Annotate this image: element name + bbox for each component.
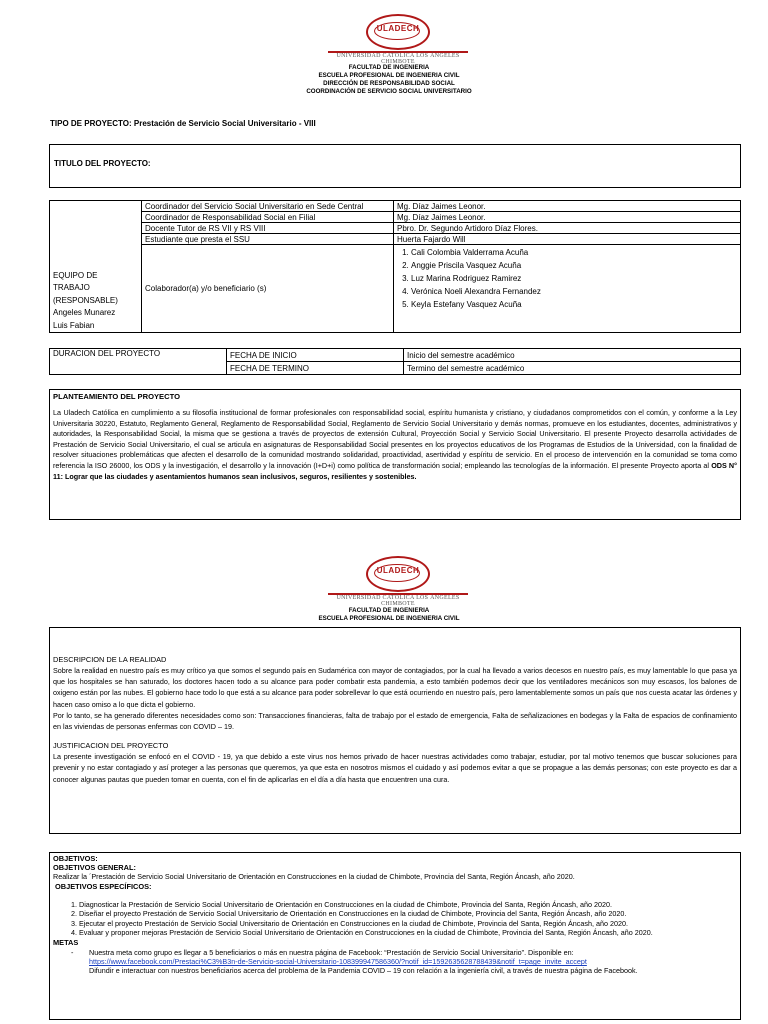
list-item: 4. Evaluar y proponer mejoras Prestación de Servicio Social Universitario de Orientación en Construcciones en la ciudad de Chimbote, Provincia del Santa, Región Áncash, año 2020. (79, 928, 737, 937)
uladech-logo-icon: ULADECH (366, 14, 430, 50)
realidad-text-2: Por lo tanto, se ha generado diferentes necesidades como son: Transacciones financieras, falta de trabajo por el estado de emergencia, Falta de señalizaciones en bodegas y la Falta de espacios de confinamiento en las viviendas de personas enfermas con COVID – 19. (53, 710, 737, 732)
objetivos-specific-title: OBJETIVOS ESPECÍFICOS: (55, 882, 152, 891)
metas-text: Nuestra meta como grupo es llegar a 5 beneficiarios o más en nuestra página de Facebook: “Prestación de Servicio Social Universitario”. Disponible en: (89, 947, 574, 957)
header-lines-1: FACULTAD DE INGENIERIA ESCUELA PROFESIONAL DE INGENIERIA CIVIL DIRECCIÓN DE RESPONSABILIDAD SOCIAL COORDINACIÓN DE SERVICIO SOCIAL UNIVERSITARIO (306, 64, 472, 95)
objetivos-box (49, 852, 741, 1020)
planteamiento-text: La Uladech Católica en cumplimiento a su filosofía institucional de formar profesionales con responsabilidad social, espíritu humanista y cristiano, y ciudadanos comprometidos con el común, y conforme a la Ley Universitaria 30220, Estatuto, Reglamento General, Reglamento de Responsabilidad Social, Reglamento de Servicio Social Universitario y demás normas, promueve en los estudiantes, docentes, administrativos y autoridades, la Responsabilidad Social, la misma que se gestiona a través de proyectos de extensión Cultural, Proyección Social y Servicio Social Universitario. El presente Proyecto desarrolla actividades de Prestación de Servicio Social Universitario, el cual se articula en asignaturas de Responsabilidad Social presentes en los proyectos educativos de los Programas de Estudios de la Universidad, con la finalidad de resolver situaciones problemáticas que afecten el desarrollo de la comunidad mostrando solidaridad, proactividad, asertividad y espíritu de servicio. En el proceso de intervención en la comunidad se toma como referencia la ISO 26000, los ODS y la investigación, el desarrollo y la innovación (I+D+i) como política de transformación social; empleando las tecnologías de la información. El presente Proyecto aporta al ODS N° 11: Lograr que las ciudades y asentamientos humanos sean inclusivos, seguros, resilientes y sostenibles. (53, 408, 737, 481)
realidad-title: DESCRIPCION DE LA REALIDAD (53, 655, 167, 664)
duration-table (49, 348, 741, 375)
collaborator-list (397, 246, 737, 311)
university-city: CHIMBOTE (381, 59, 415, 65)
name-cell: Mg. Díaz Jaimes Leonor. (394, 212, 741, 223)
justificacion-text: La presente investigación se enfocó en el COVID - 19, ya que debido a este virus nos hemos privado de hacer nuestras actividades como trabajar, estudiar, por tal motivo tenemos que buscar soluciones para prevenir y no estar contagiado y así proteger a las personas que queremos, ya que esta en nosotros mismos el cuidado y así podemos evitar a que se propague a las demás personas; con este proyecto es dar a conocer algunas pautas que pueden tomar en cuenta, con el fin de aplicarlas en el día a día hasta que encuentren una cura. (53, 752, 737, 784)
header-lines-2: FACULTAD DE INGENIERIA ESCUELA PROFESIONAL DE INGENIERIA CIVIL (318, 607, 460, 622)
metas-title: METAS (53, 937, 79, 947)
name-cell: Huerta Fajardo Will (394, 234, 741, 245)
team-left-label: EQUIPO DE TRABAJO (RESPONSABLE) Angeles Munarez Luis Fabian (50, 201, 142, 333)
role-cell: Coordinador de Responsabilidad Social en Filial (142, 212, 394, 223)
team-table (49, 200, 741, 333)
realidad-text: Sobre la realidad en nuestro país es muy crítico ya que somos el segundo país en Sudamérica con mayor de contagiados, por la cual ha llevado a varios decesos en nuestro país, es muy lamentable lo que pasa ya que los hospitales se han saturado, los doctores hacen todo a su alcance para poder combatir esta pandemia, a esto también podemos decir que los ventiladores mecánicos son muy escasos, los balones de oxigeno están por las nubes. El gobierno hace todo lo que está a su alcance para poder sobrellevar lo que está ocurriendo en nuestro país, pero lamentablemente somos un país que nos cuesta acatar las órdenes y hacen caso omiso a lo que dicta el gobierno. (53, 666, 737, 709)
end-label: FECHA DE TERMINO (227, 362, 404, 375)
start-label: FECHA DE INICIO (227, 349, 404, 362)
role-cell: Estudiante que presta el SSU (142, 234, 394, 245)
start-value: Inicio del semestre académico (404, 349, 741, 362)
list-item: 2. Diseñar el proyecto Prestación de Servicio Social Universitario de Orientación en Construcciones en la ciudad de Chimbote, Provincia del Santa, Región Áncash, año 2020. (79, 909, 737, 918)
collab-list-cell (394, 245, 741, 333)
title-box (49, 144, 741, 188)
collab-label: Colaborador(a) y/o beneficiario (s) (142, 245, 394, 333)
university-name: UNIVERSIDAD CATÓLICA LOS ÁNGELES (336, 595, 460, 601)
university-city: CHIMBOTE (381, 601, 415, 607)
facebook-link[interactable]: https://www.facebook.com/Prestaci%C3%B3n-de-Servicio-social-Universitario-108399947586360/?notif_id=1592635628788439&notif_t=page_invite_accept (89, 957, 587, 967)
bullet-dash: - (71, 947, 74, 957)
planteamiento-box (49, 389, 741, 520)
list-item: 4. Verónica Noeli Alexandra Fernandez (411, 285, 737, 298)
metas-block (53, 948, 737, 976)
planteamiento-title: PLANTEAMIENTO DEL PROYECTO (53, 392, 180, 401)
duration-label: DURACION DEL PROYECTO (50, 349, 227, 375)
realidad-box (49, 627, 741, 834)
role-cell: Docente Tutor de RS VII y RS VIII (142, 223, 394, 234)
metas-text-2: Difundir e interactuar con nuestros beneficiarios acerca del problema de la Pandemia COVID – 19 con relación a la ingeniería civil, a través de nuestra página de Facebook. (89, 966, 638, 976)
list-item: 1. Diagnosticar la Prestación de Servicio Social Universitario de Orientación en Construcciones en la ciudad de Chimbote, Provincia del Santa, Región Áncash, año 2020. (79, 900, 737, 909)
list-item: 1. Cali Colombia Valderrama Acuña (411, 246, 737, 259)
list-item: 3. Luz Marina Rodriguez Ramirez (411, 272, 737, 285)
objetivos-general-title: OBJETIVOS GENERAL: (53, 863, 136, 872)
metas-link-wrap (89, 957, 737, 966)
objetivos-specific-list (53, 900, 737, 938)
project-type: TIPO DE PROYECTO: Prestación de Servicio Social Universitario - VIII (50, 119, 316, 128)
justificacion-title: JUSTIFICACION DEL PROYECTO (53, 741, 169, 751)
title-label: TITULO DEL PROYECTO: (54, 159, 151, 168)
objetivos-title: OBJETIVOS: (53, 854, 98, 863)
university-name: UNIVERSIDAD CATÓLICA LOS ÁNGELES (336, 53, 460, 59)
list-item: 5. Keyla Estefany Vasquez Acuña (411, 298, 737, 311)
uladech-logo-icon: ULADECH (366, 556, 430, 592)
list-item: 2. Anggie Priscila Vasquez Acuña (411, 259, 737, 272)
name-cell: Mg. Díaz Jaimes Leonor. (394, 201, 741, 212)
role-cell: Coordinador del Servicio Social Universitario en Sede Central (142, 201, 394, 212)
header-logo-1 (298, 14, 498, 65)
name-cell: Pbro. Dr. Segundo Artidoro Díaz Flores. (394, 223, 741, 234)
header-logo-2 (298, 556, 498, 607)
objetivos-general-text: Realizar la ´Prestación de Servicio Social Universitario de Orientación en Construcciones en la ciudad de Chimbote, Provincia del Santa, Región Áncash, año 2020. (53, 872, 575, 881)
list-item: 3. Ejecutar el proyecto Prestación de Servicio Social Universitario de Orientación en Construcciones en la ciudad de Chimbote, Provincia del Santa, Región Áncash, año 2020. (79, 919, 737, 928)
end-value: Termino del semestre académico (404, 362, 741, 375)
